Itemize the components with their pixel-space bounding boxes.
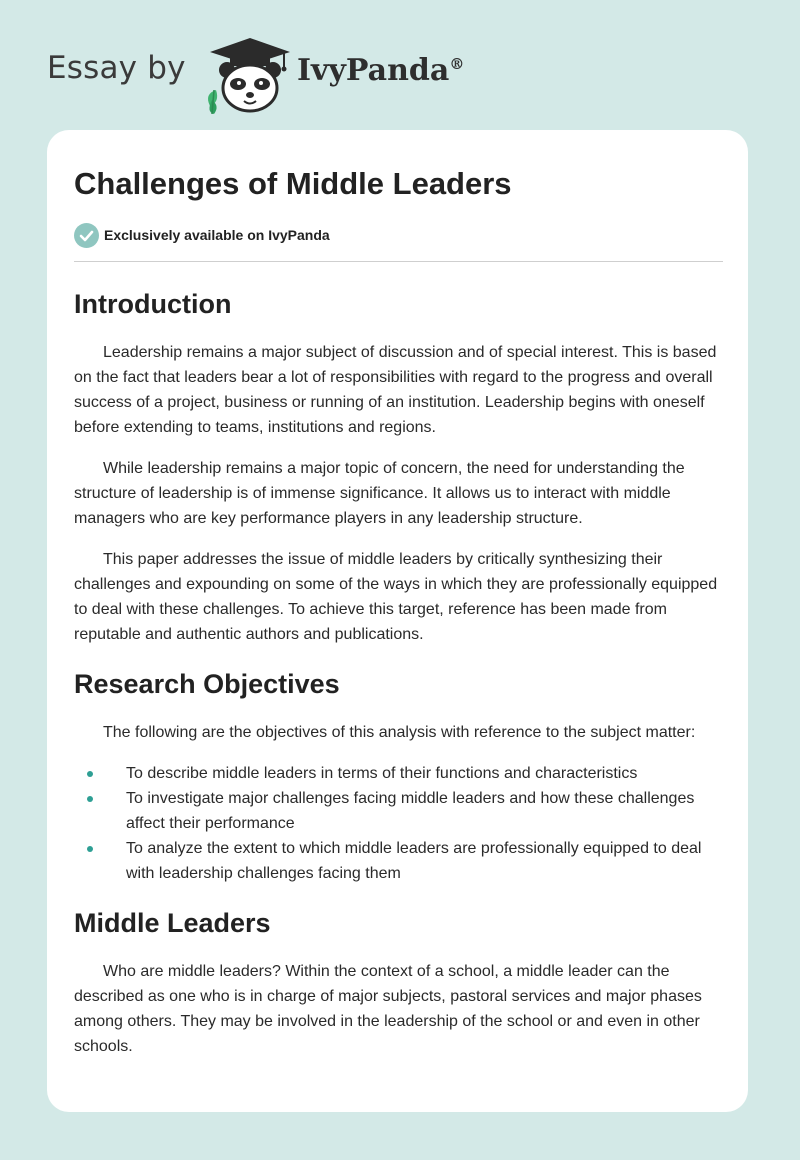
title-divider — [74, 261, 723, 262]
exclusive-badge — [74, 222, 330, 248]
paragraph: This paper addresses the issue of middle leaders by critically synthesizing their challenges and expounding on some of the ways in which they are professionally equipped to deal with these challenges. To achieve this target, reference has been made from reputable and authentic authors and publications. — [74, 551, 718, 643]
article-body — [74, 278, 724, 1059]
bullet-icon — [87, 796, 93, 802]
article-card — [47, 130, 748, 1112]
page-title: Challenges of Middle Leaders — [74, 166, 512, 201]
brand-name[interactable] — [297, 53, 464, 88]
list-item-text: To investigate major challenges facing middle leaders and how these challenges affect their performance — [126, 790, 695, 832]
paragraph: Who are middle leaders? Within the context of a school, a middle leader can the described as one who is in charge of major subjects, pastoral services and major phases among others. They may be involved in the leadership of the school or and even in other schools. — [74, 963, 702, 1055]
paragraph: While leadership remains a major topic of concern, the need for understanding the structure of leadership is of immense significance. It allows us to interact with middle managers who are key performance players in any leadership structure. — [74, 460, 685, 527]
panda-graduate-icon[interactable] — [202, 34, 302, 114]
list-item — [74, 761, 724, 786]
list-item-text: To describe middle leaders in terms of their functions and characteristics — [126, 765, 638, 782]
objectives-list — [74, 761, 724, 886]
registered-mark: ® — [449, 55, 465, 73]
bullet-icon — [87, 846, 93, 852]
section-heading-introduction: Introduction — [74, 289, 232, 319]
site-header — [47, 30, 747, 110]
bullet-icon — [87, 771, 93, 777]
list-item — [74, 836, 724, 886]
section-heading-middle-leaders: Middle Leaders — [74, 908, 271, 938]
badge-label: Exclusively available on IvyPanda — [104, 227, 330, 243]
section-heading-research-objectives: Research Objectives — [74, 669, 340, 699]
list-item — [74, 786, 724, 836]
paragraph: The following are the objectives of this analysis with reference to the subject matter: — [103, 724, 696, 741]
paragraph: Leadership remains a major subject of discussion and of special interest. This is based on the fact that leaders bear a lot of responsibilities with regard to the progress and overall success of a project, business or running of an institution. Leadership begins with oneself before extending to teams, institutions and regions. — [74, 344, 717, 436]
list-item-text: To analyze the extent to which middle leaders are professionally equipped to deal with leadership challenges facing them — [126, 840, 702, 882]
brand-text: IvyPanda — [297, 53, 450, 88]
essay-by-label: Essay by — [47, 50, 186, 86]
check-circle-icon — [74, 223, 99, 248]
